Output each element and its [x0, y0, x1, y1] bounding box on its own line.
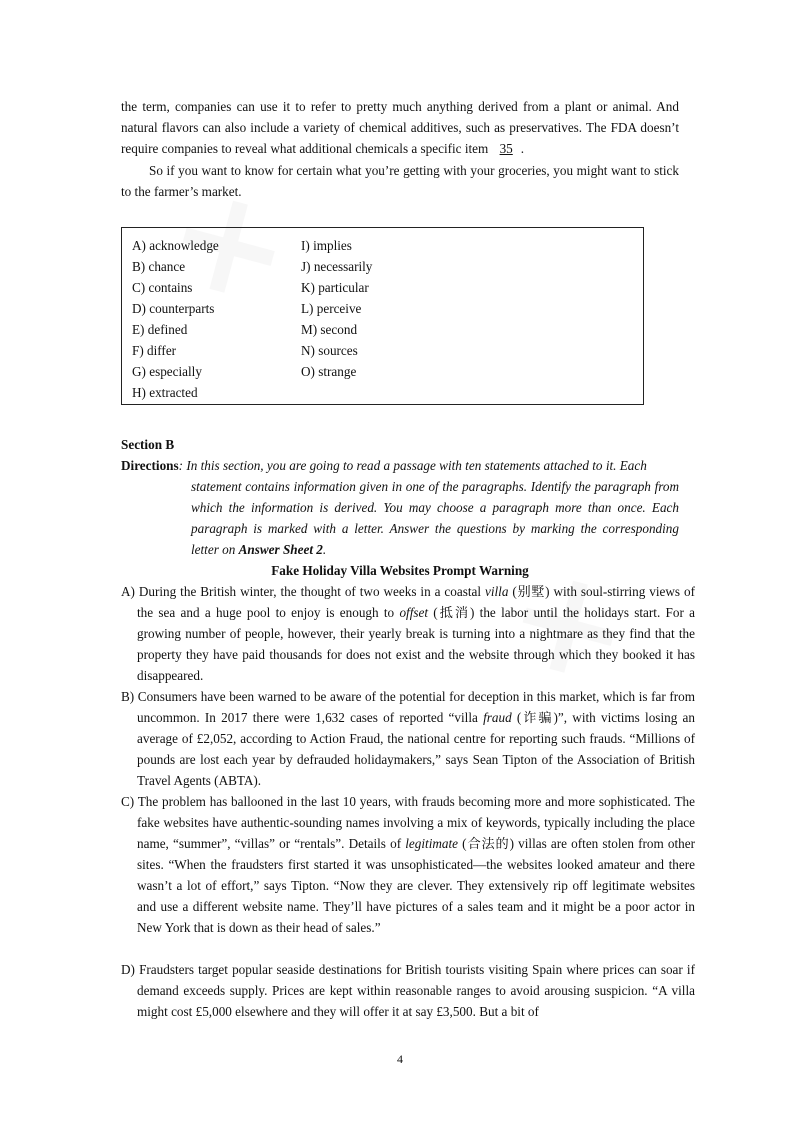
- word-option: I) implies: [301, 238, 352, 253]
- closing-paragraph: So if you want to know for certain what you’re getting with your groceries, you might want to stick to the farmer’s market.: [121, 163, 679, 199]
- paragraph-c-text-2: (合法的) villas are often stolen from other sites. “When the fraudsters first started it was unsophisticated—the websites looked amateur and there wasn’t a lot of effort,” says Tipton. “Now they are clever. They extensively rip off legitimate websites and use a different website name. They’ll have pictures of a sales team and it might be a poor actor in New York that is down as their head of sales.”: [137, 836, 695, 935]
- paragraph-d-text-1: D) Fraudsters target popular seaside destinations for British tourists visiting Spain where prices can soar if demand exceeds supply. Prices are kept within reasonable ranges to avoid arousing suspicion. “A villa might cost £5,000 elsewhere and they will offer it at say £3,500. But a bit of: [121, 962, 695, 1019]
- answer-sheet-ref: Answer Sheet 2: [238, 542, 323, 557]
- word-option: F) differ: [132, 343, 177, 358]
- word-option: D) counterparts: [132, 301, 215, 316]
- continuation-period: .: [520, 141, 525, 156]
- passage-title: Fake Holiday Villa Websites Prompt Warning: [271, 563, 529, 578]
- paragraph-a-text-2: (别墅) with soul-stirring views of the sea and a huge pool to enjoy is enough to: [137, 584, 696, 620]
- word-option: H) extracted: [132, 385, 198, 400]
- paragraph-b-text-1: B) Consumers have been warned to be aware of the potential for deception in this market, which is far from uncommon. In 2017 there were 1,632 cases of reported “villa: [121, 689, 695, 725]
- paragraph-b-text-2: (诈骗)”, with victims losing an average of £2,052, according to Action Fraud, the national centre for reporting such frauds. “Millions of pounds are lost each year by defrauded holidaymakers,” says Sean Tipton of the Association of British Travel Agents (ABTA).: [137, 710, 695, 788]
- blank-35: 35: [499, 141, 513, 156]
- paragraph-b: [121, 686, 695, 791]
- paragraph-a: [121, 581, 695, 686]
- term-fraud: fraud: [483, 710, 512, 725]
- word-option: K) particular: [301, 280, 369, 295]
- term-offset: offset: [399, 605, 429, 620]
- word-option: A) acknowledge: [132, 238, 219, 253]
- directions-text-2: statement contains information given in one of the paragraphs. Identify the paragraph from which the information is derived. You may choose a paragraph more than once. Each paragraph is marked with a letter. Answer the questions by marking the corresponding letter on: [191, 479, 679, 557]
- term-legitimate: legitimate: [405, 836, 459, 851]
- word-bank-box: [121, 227, 644, 405]
- word-option: J) necessarily: [301, 259, 373, 274]
- word-option: B) chance: [132, 259, 186, 274]
- word-option: G) especially: [132, 364, 202, 379]
- section-title: Section B: [121, 437, 175, 452]
- paragraph-a-text-1: A) During the British winter, the thought of two weeks in a coastal: [121, 584, 485, 599]
- directions-first-line: [121, 455, 679, 476]
- word-option: E) defined: [132, 322, 188, 337]
- word-option: N) sources: [301, 343, 358, 358]
- word-option: C) contains: [132, 280, 193, 295]
- word-bank-right-column: [301, 235, 372, 382]
- directions-end: .: [322, 542, 327, 557]
- paragraph-a-text-3: (抵消) the labor until the holidays start. For a growing number of people, however, their yearly break is turning into a nightmare as they find that the property they have paid thousands for does not exist and the website through which they booked it has disappeared.: [137, 605, 695, 683]
- paragraph-d: [121, 959, 695, 1022]
- word-option: M) second: [301, 322, 358, 337]
- term-villa: villa: [485, 584, 509, 599]
- directions-text: : In this section, you are going to read a passage with ten statements attached to it. Each: [178, 458, 647, 473]
- word-option: L) perceive: [301, 301, 362, 316]
- word-option: O) strange: [301, 364, 357, 379]
- continuation-paragraph: [121, 96, 679, 159]
- word-bank-left-column: [132, 235, 219, 403]
- page-number: 4: [397, 1052, 403, 1066]
- paragraph-c: [121, 791, 695, 938]
- paragraph-c-text-1: C) The problem has ballooned in the last 10 years, with frauds becoming more and more sophisticated. The fake websites have authentic-sounding names involving a mix of keywords, typically including the place name, “summer”, “villas” or “rentals”. Details of: [121, 794, 695, 851]
- continuation-text: the term, companies can use it to refer to pretty much anything derived from a plant or animal. And natural flavors can also include a variety of chemical additives, such as preservatives. The FDA doesn’t require companies to reveal what additional chemicals a specific item: [121, 99, 679, 156]
- directions-label: Directions: [121, 458, 179, 473]
- directions-continuation: [191, 476, 679, 560]
